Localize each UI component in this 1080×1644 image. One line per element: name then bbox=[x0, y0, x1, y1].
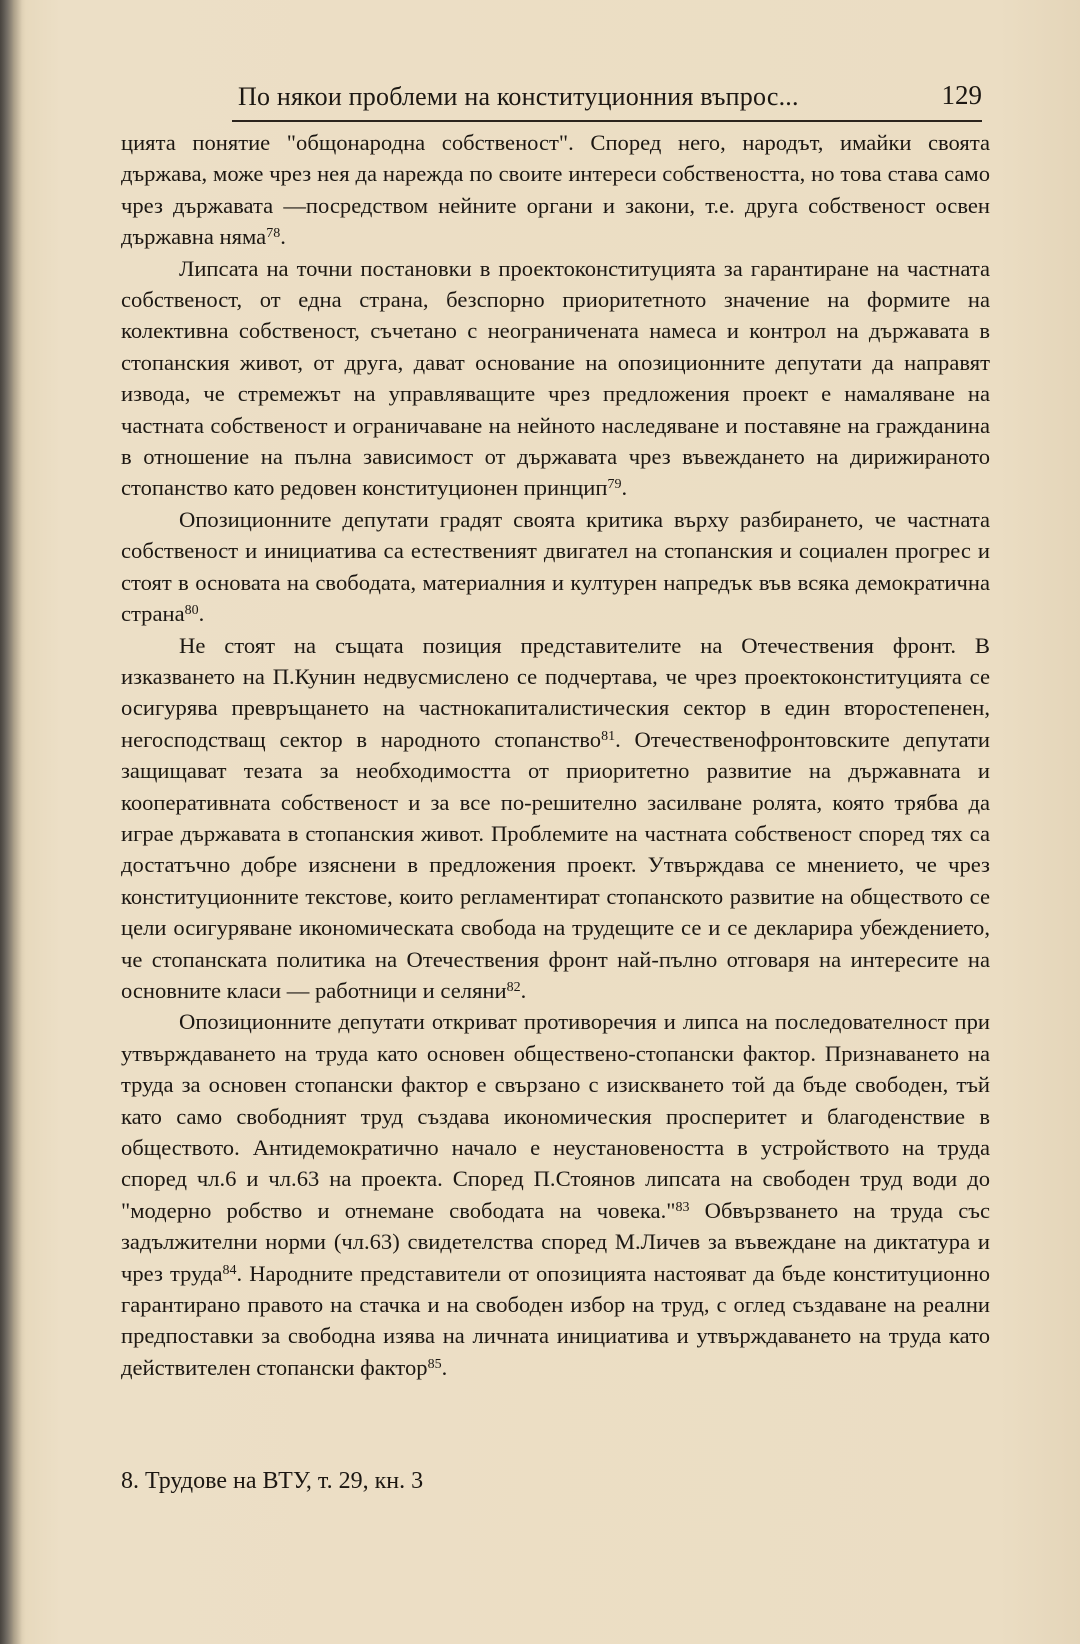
footnote-ref: 83 bbox=[675, 1199, 690, 1215]
paragraph-text: Опозиционните депутати откриват противоречия и липса на последователност при утвърждаването на труда като основен обществено-стопански фактор. Признаването на труда за основен стопански фактор е свързано с изискването той да бъде свободен, тъй като само свободният труд създава икономическия просперитет и благоденствие в обществото. Антидемократично начало е неустановеността в устройството на труда според чл.6 и чл.63 на проекта. Според П.Стоянов липсата на свободен труд води до "модерно робство и отнемане свободата на човека." bbox=[121, 1009, 990, 1223]
page-number: 129 bbox=[941, 80, 982, 110]
paragraph-text: Обвързването на труда със задължителни норми (чл.63) свидетелства според М.Личев за въвеждане на диктатура и чрез труда bbox=[121, 1197, 990, 1286]
spine-shadow bbox=[0, 0, 22, 1644]
footnote-ref: 78 bbox=[266, 226, 281, 242]
paragraph-text: цията понятие "общонародна собственост". Според него, народът, имайки своята държава, може чрез нея да нарежда по своите интереси собствеността, но това става само чрез държавата —посредством нейните органи и закони, т.е. друга собственост освен държавна няма bbox=[121, 130, 990, 250]
paragraph: Не стоят на същата позиция представителите на Отечествения фронт. В изказването на П.Кунин недвусмислено се подчертава, че чрез проектоконституцията се осигурява превръщането на частнокапиталистическия сектор в един второстепенен, негосподстващ сектор в народното стопанство$^{81}$. Отечественофронтовските депутати защищават тезата за необходимостта от приоритетно развитие на държавната и кооперативната собственост и за все по-решително засилване ролята, която трябва да играе държавата в стопанския живот. Проблемите на частната собственост според тях са достатъчно добре изяснени в предложения проект. Утвърждава се мнението, че чрез конституционните текстове, които регламентират стопанското развитие на обществото се цели осигуряване икономическата свобода на трудещите се и се декларира убеждението, че стопанската политика на Отечествения фронт най-пълно отговаря на интересите на основните класи — работници и селяни$^{82}$. bbox=[121, 632, 991, 1003]
body-text bbox=[121, 127, 990, 1383]
running-title: По някои проблеми на конституционния въпрос... bbox=[238, 82, 799, 111]
footnote-ref: 84 bbox=[222, 1262, 237, 1278]
running-header bbox=[232, 80, 982, 118]
header-rule bbox=[232, 120, 982, 122]
paragraph-text: Не стоят на същата позиция представителите на Отечествения фронт. В изказването на П.Кунин недвусмислено се подчертава, че чрез проектоконституцията се осигурява превръщането на частнокапиталистическия сектор в един второстепенен, негосподстващ сектор в народното стопанство bbox=[121, 632, 990, 752]
footnote-ref: 85 bbox=[427, 1356, 442, 1372]
paragraph-text: Опозиционните депутати градят своята критика върху разбирането, че частната собственост и инициатива са естественият двигател на стопанския и социален прогрес и стоят в основата на свободата, материалния и културен напредък във всяка демократична страна bbox=[121, 506, 990, 627]
paragraph-text: . Народните представители от опозицията настояват да бъде конституционно гарантирано правото на стачка и на свободен избор на труд, с оглед създаване на реални предпоставки за свободна изява на личната инициатива и утвърждаването на труда като действителен стопански фактор bbox=[121, 1260, 990, 1380]
paragraph-text: Липсата на точни постановки в проектоконституцията за гарантиране на частната собственост, от една страна, безспорно приоритетното значение на формите на колективна собственост, съчетано с неограничената намеса и контрол на държавата в стопанския живот, от друга, дават основание на опозиционните депутати да направят извода, че стремежът на управляващите чрез предложения проект е намаляване на частната собственост и ограничаване на нейното наследяване и поставяне на гражданина в отношение на пълна зависимост от държавата чрез въвеждането на дирижираното стопанство като редовен конституционен принцип bbox=[121, 255, 990, 501]
paragraph: Опозиционните депутати градят своята критика върху разбирането, че частната собственост и инициатива са естественият двигател на стопанския и социален прогрес и стоят в основата на свободата, материалния и културен напредък във всяка демократична страна$^{80}$. bbox=[121, 506, 990, 627]
footnote-ref: 82 bbox=[506, 979, 521, 995]
paragraph-text: . Отечественофронтовските депутати защищават тезата за необходимостта от приоритетно развитие на държавната и кооперативната собственост и за все по-решително засилване ролята, която трябва да играе държавата в стопанския живот. Проблемите на частната собственост според тях са достатъчно добре изяснени в предложения проект. Утвърждава се мнението, че чрез конституционните текстове, които регламентират стопанското развитие на обществото се цели осигуряване икономическата свобода на трудещите се и се декларира убеждението, че стопанската политика на Отечествения фронт най-пълно отговаря на интересите на основните класи — работници и селяни bbox=[121, 726, 991, 1003]
signature-line: 8. Трудове на ВТУ, т. 29, кн. 3 bbox=[121, 1468, 424, 1494]
paragraph: Опозиционните депутати откриват противоречия и липса на последователност при утвърждаването на труда като основен обществено-стопански фактор. Признаването на труда за основен стопански фактор е свързано с изискването той да бъде свободен, тъй като само свободният труд създава икономическия просперитет и благоденствие в обществото. Антидемократично начало е неустановеността в устройството на труда според чл.6 и чл.63 на проекта. Според П.Стоянов липсата на свободен труд води до "модерно робство и отнемане свободата на човека."$^{83}$ Обвързването на труда със задължителни норми (чл.63) свидетелства според М.Личев за въвеждане на диктатура и чрез труда$^{84}$. Народните представители от опозицията настояват да бъде конституционно гарантирано правото на стачка и на свободен избор на труд, с оглед създаване на реални предпоставки за свободна изява на личната инициатива и утвърждаването на труда като действителен стопански фактор$^{85}$. bbox=[121, 1009, 990, 1380]
paragraph-continued: цията понятие "общонародна собственост". Според него, народът, имайки своята държава, може чрез нея да нарежда по своите интереси собствеността, но това става само чрез държавата —посредством нейните органи и закони, т.е. друга собственост освен държавна няма$^{78}$. bbox=[121, 130, 990, 250]
paragraph: Липсата на точни постановки в проектоконституцията за гарантиране на частната собственост, от една страна, безспорно приоритетното значение на формите на колективна собственост, съчетано с неограничената намеса и контрол на държавата в стопанския живот, от друга, дават основание на опозиционните депутати да направят извода, че стремежът на управляващите чрез предложения проект е намаляване на частната собственост и ограничаване на нейното наследяване и поставяне на гражданина в отношение на пълна зависимост от държавата чрез въвеждането на дирижираното стопанство като редовен конституционен принцип$^{79}$. bbox=[121, 255, 990, 501]
footnote-ref: 80 bbox=[184, 603, 199, 619]
footnote-ref: 81 bbox=[601, 728, 616, 744]
footnote-ref: 79 bbox=[607, 477, 622, 493]
